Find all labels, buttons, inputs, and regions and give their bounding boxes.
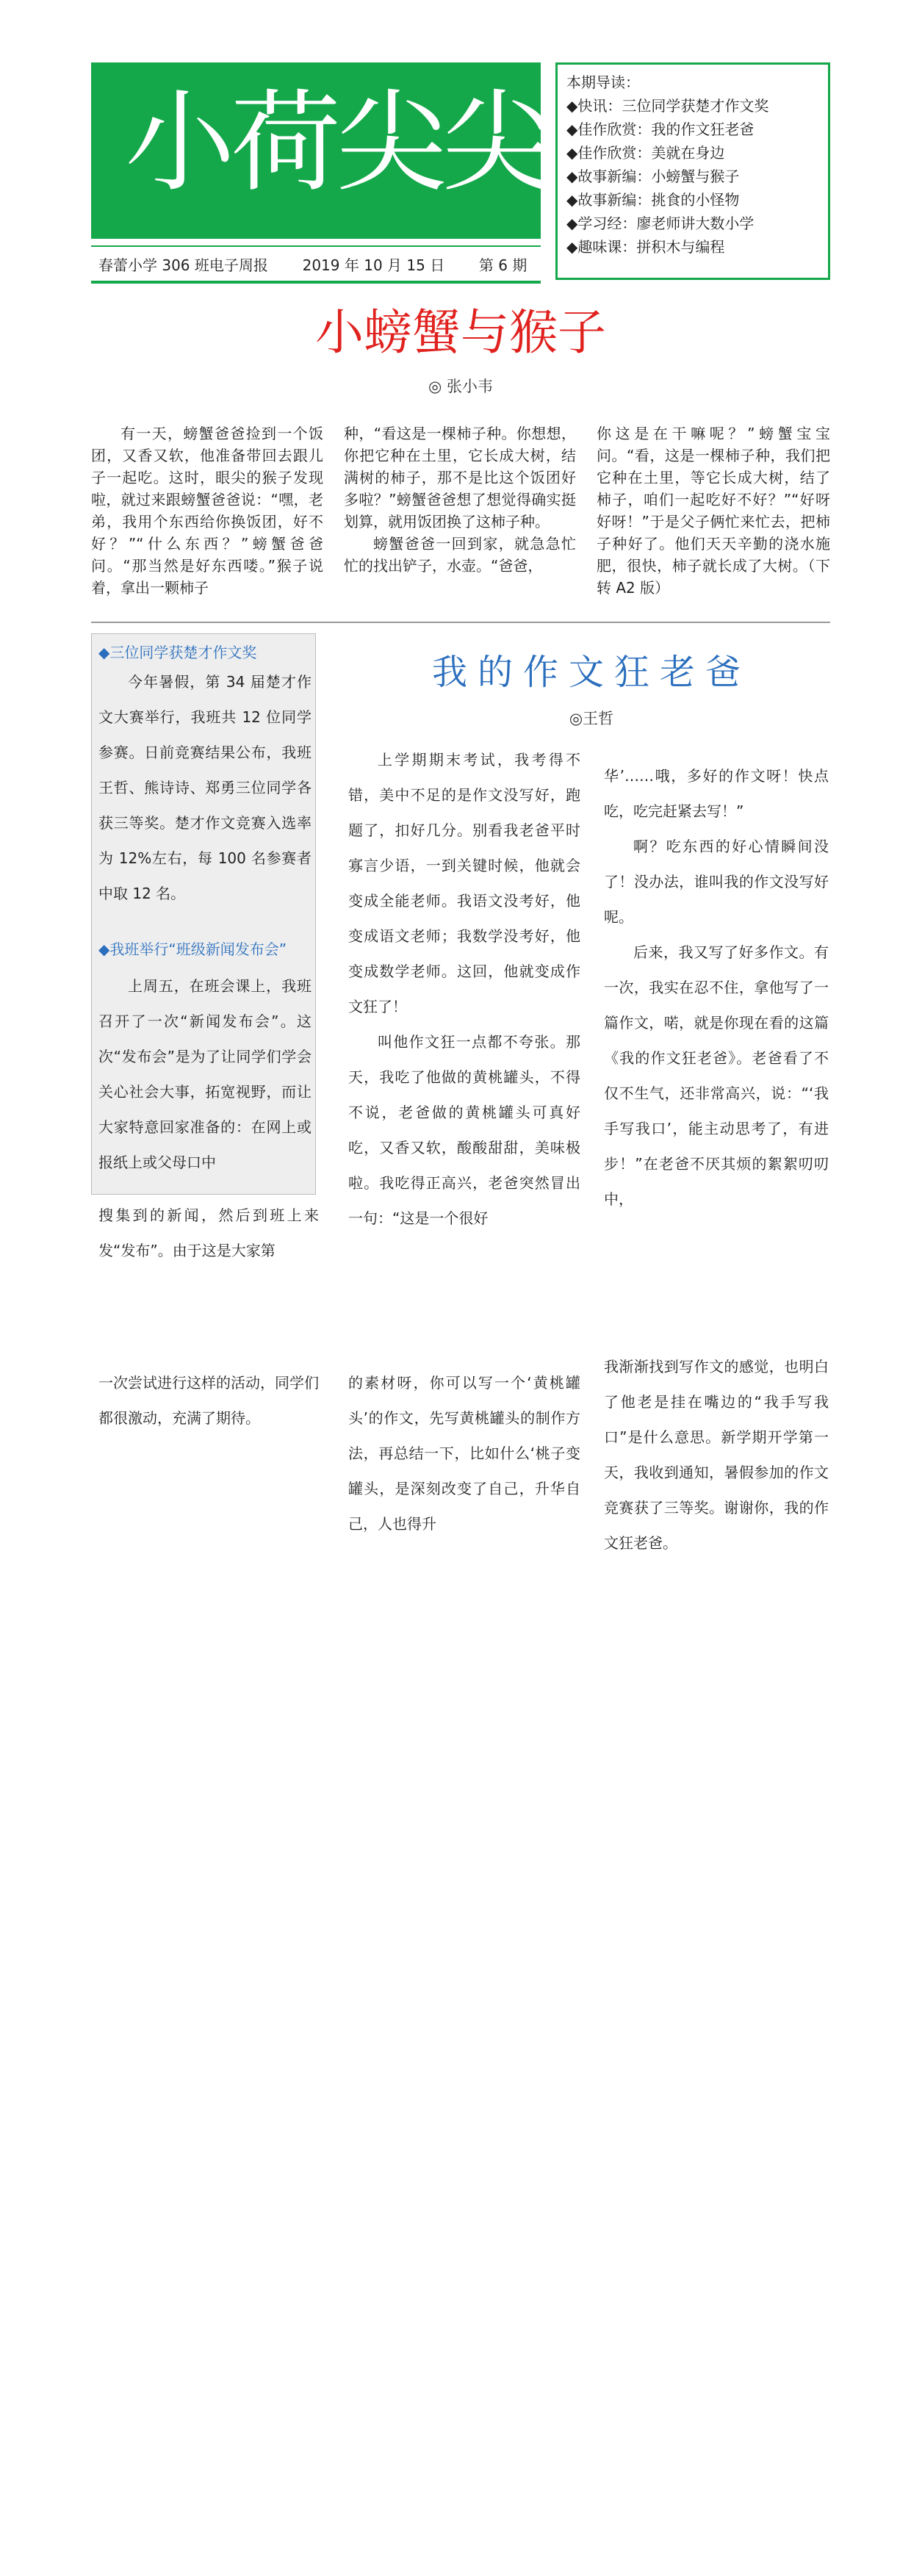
news2-headline: ◆我班举行“班级新闻发布会” [98,940,287,958]
story1-column-1 [91,422,323,636]
continuation-paragraph: 一次尝试进行这样的活动，同学们都很激动，充满了期待。 [98,1374,319,1427]
story2-paragraph: 后来，我又写了好多作文。有一次，我实在忍不住，拿他写了一篇作文，喏，就是你现在看的这篇《我的作文狂老爸》。老爸看了不仅不生气，还非常高兴，说：“‘我手写我口’，能主动思考了，有进步！”在老爸不厌其烦的絮絮叨叨中， [604,943,829,1208]
guide-item: ◆佳作欣赏：我的作文狂老爸 [566,120,755,138]
issue-guide-box [555,62,830,280]
guide-item: ◆故事新编：挑食的小怪物 [566,191,740,209]
news1-headline: ◆三位同学获楚才作文奖 [98,644,257,661]
guide-item: ◆快讯：三位同学获楚才作文奖 [566,97,769,115]
story2-continuation-1 [348,1365,580,1541]
continuation-paragraph: 搜集到的新闻，然后到班上来发“发布”。由于这是大家第 [98,1206,319,1259]
story1-paragraph: 有一天，螃蟹爸爸捡到一个饭团，又香又软，他准备带回去跟儿子一起吃。这时，眼尖的猴子发现啦，就过来跟螃蟹爸爸说：“嘿，老弟，我用个东西给你换饭团，好不好？”“什么东西？”螃蟹爸爸问。“那当然是好东西喽。”猴子说着，拿出一颗柿子 [91,425,323,597]
masthead-rule-thick [91,281,541,284]
guide-item: ◆学习经：廖老师讲大数小学 [566,215,755,232]
guide-item: ◆佳作欣赏：美就在身边 [566,144,725,162]
story2-paragraph: 上学期期末考试，我考得不错，美中不足的是作文没写好，跑题了，扣好几分。别看我老爸平时寡言少语，一到关键时候，他就会变成全能老师。我语文没考好，他变成语文老师；我数学没考好，他变成数学老师。这回，他就变成作文狂了！ [348,751,580,1015]
continuation-paragraph: 我渐渐找到写作文的感觉，也明白了他老是挂在嘴边的“我手写我口”是什么意思。新学期开学第一天，我收到通知，暑假参加的作文竞赛获了三等奖。谢谢你，我的作文狂老爸。 [604,1358,829,1552]
issue-school: 春蕾小学 306 班电子周报 [98,256,268,274]
story2-paragraph: 啊？吃东西的好心情瞬间没了！没办法，谁叫我的作文没写好呢。 [604,838,829,926]
story1-paragraph: 螃蟹爸爸一回到家，就急急忙忙的找出铲子，水壶。“爸爸， [344,535,576,575]
story2-paragraph: 华’……哦，多好的作文呀！快点吃，吃完赶紧去写！” [604,767,829,820]
news2-body [98,968,312,1180]
guide-title: 本期导读： [566,73,640,91]
news1-paragraph: 今年暑假，第 34 届楚才作文大赛举行，我班共 12 位同学参赛。日前竞赛结果公布，我班王哲、熊诗诗、郑勇三位同学各获三等奖。楚才作文竞赛入选率为 12%左右，每 100 名参赛者中取 12 名。 [98,673,312,902]
continuation-paragraph: 的素材呀，你可以写一个‘黄桃罐头’的作文，先写黄桃罐头的制作方法，再总结一下，比如什么‘桃子变罐头，是深刻改变了自己，升华自己，人也得升 [348,1374,580,1533]
section-divider [91,622,830,623]
story2-continuation-2 [604,1349,829,1561]
story2-column-1 [348,742,580,1236]
masthead-rule-thin [91,245,541,247]
issue-date: 2019 年 10 月 15 日 [302,256,445,274]
story2-column-2 [604,758,829,1217]
story1-column-3 [597,422,830,636]
story2-author: ◎王哲 [569,710,614,727]
issue-number: 第 6 期 [478,256,527,274]
news1-body [98,664,312,911]
story1-author: ◎ 张小韦 [428,378,493,395]
guide-item: ◆趣味课：拼积木与编程 [566,238,725,256]
newspaper-title: 小荷尖尖 [125,79,549,207]
story2-paragraph: 叫他作文狂一点都不夸张。那天，我吃了他做的黄桃罐头，不得不说，老爸做的黄桃罐头可真好吃，又香又软，酸酸甜甜，美味极啦。我吃得正高兴，老爸突然冒出一句：“这是一个很好 [348,1033,580,1227]
issue-line [98,253,539,278]
news2-paragraph: 上周五，在班会课上，我班召开了一次“新闻发布会”。这次“发布会”是为了让同学们学会关心社会大事，拓宽视野，而让大家特意回家准备的：在网上或报纸上或父母口中 [98,977,312,1171]
guide-item: ◆故事新编：小螃蟹与猴子 [566,168,740,185]
story2-title: 我的作文狂老爸 [431,652,751,693]
story1-paragraph: 种，“看这是一棵柿子种。你想想，你把它种在土里，它长成大树，结满树的柿子，那不是比这个饭团好多啦？”螃蟹爸爸想了想觉得确实挺划算，就用饭团换了这柿子种。 [344,425,576,530]
story1-paragraph: 你这是在干嘛呢？”螃蟹宝宝问。“看，这是一棵柿子种，我们把它种在土里，等它长成大树，结了柿子，咱们一起吃好不好？”“好呀好呀！”于是父子俩忙来忙去，把柿子种好了。他们天天辛勤的浇水施肥，很快，柿子就长成了大树。（下转 A2 版） [597,425,830,597]
news2-continuation-end [98,1365,319,1436]
story1-title: 小螃蟹与猴子 [315,304,606,361]
news2-continuation [98,1198,319,1268]
story1-column-2 [344,422,576,636]
